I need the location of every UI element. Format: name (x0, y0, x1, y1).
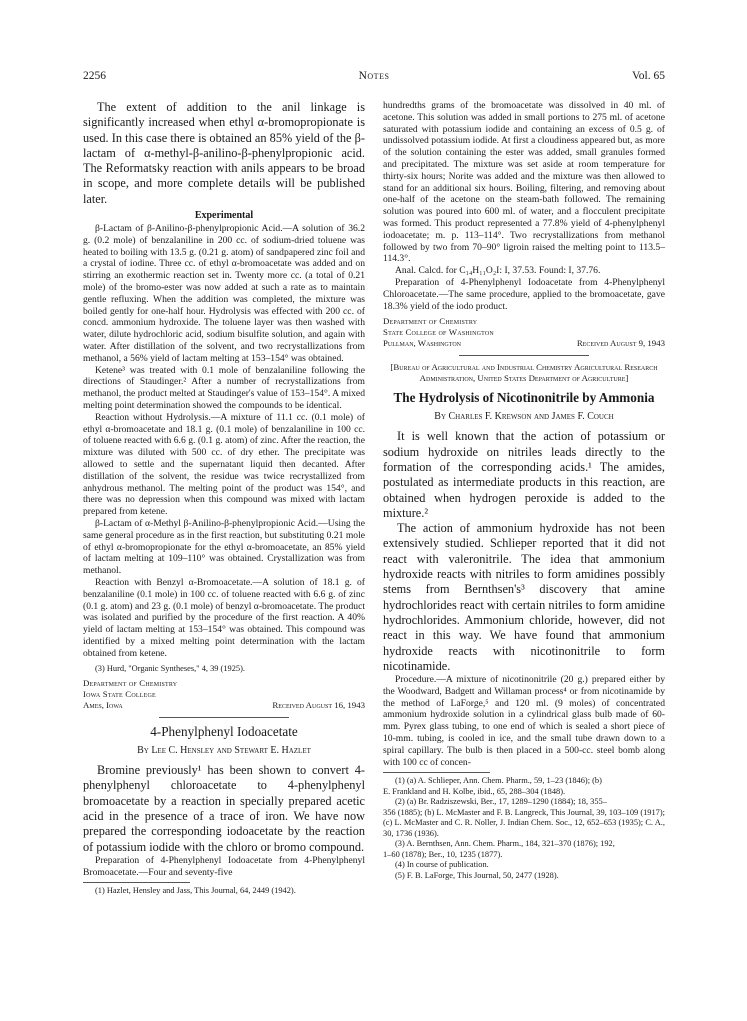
continued-procedure: hundredths grams of the bromoacetate was dissolved in 40 ml. of acetone. This solution was added in small portions to 275 ml. of acetone saturated with potassium iodide and containing an excess of 0.5 g. of undissolved potassium iodide. At first a cloudiness appeared but, as more of the solution containing the ester was added, small granules formed and precipitated. The mixture was set aside at room temperature for thirty-six hours; Norite was added and the mixture was then allowed to stand for an additional six hours. Boiling, filtering, and removing about one-half of the acetone on the steam-bath followed. The remaining solution was poured into 600 ml. of water, and a flocculent precipitate was formed. This product represented a 77.8% yield of 4-phenylphenyl iodoacetate; m. p. 113–114°. Two recrystallizations from methanol followed by two from 70–90° ligroin raised the melting point to 113.5–114.3°. (383, 100, 665, 265)
article-title: The Hydrolysis of Nicotinonitrile by Ammonia (393, 390, 655, 406)
footnote-1a: (1) (a) A. Schlieper, Ann. Chem. Pharm., 59, 1–23 (1846); (b) (395, 776, 602, 786)
experimental-heading: Experimental (194, 210, 254, 222)
footnote-1: (1) Hazlet, Hensley and Jass, This Journal, 64, 2449 (1942). (95, 886, 296, 896)
affiliation-line: Iowa State College (83, 689, 156, 700)
footnote-3b: 1–60 (1878); Ber., 10, 1235 (1877). (383, 849, 503, 859)
footnote-5: (5) F. B. LaForge, This Journal, 50, 2477 (1928). (395, 870, 559, 880)
footnote-3: (3) Hurd, "Organic Syntheses," 4, 39 (1925). (95, 663, 245, 673)
reaction-without-hydrolysis: Reaction without Hydrolysis.—A mixture of 11.1 cc. (0.1 mole) of ethyl α-bromoacetate and 18.1 g. (0.1 mole) of benzalaniline in 100 cc. of toluene reacted with 6.6 g. (0.1 g. atom) of zinc. After the reaction, the mixture was diluted with 500 cc. of dry ether. The precipitate was allowed to settle and the supernatant liquid then decanted. After distillation of the solvent, the residue was twice recrystallized from anhydrous methanol. The melting point of the product was 154°, and there was no depression when this compound was mixed with lactam prepared from ketene. (83, 411, 365, 518)
left-column (83, 100, 365, 897)
methyl-lactam-procedure: β-Lactam of α-Methyl β-Anilino-β-phenylpropionic Acid.—Using the same general procedure as in the first reaction, but substituting 0.21 mole of ethyl α-bromopropionate for the ethyl α-bromoacetate, an 85% yield of lactam melting at 109–110° was obtained. Crystallization was from methanol. (83, 518, 365, 577)
benzyl-reaction: Reaction with Benzyl α-Bromoacetate.—A solution of 18.1 g. of benzalaniline (0.1 mole) in 100 cc. of toluene reacted with 6.6 g. of zinc (0.1 g. atom) and 23 g. (0.1 mole) of benzyl α-bromoacetate. The product was isolated and purified by the procedure of the first reaction. A 40% yield of lactam melting at 153–154° was obtained. This compound was identified by a mixed melting point determination with the lactam obtained from ketene. (83, 576, 365, 659)
article-authors: By Charles F. Krewson and James F. Couch (434, 411, 614, 423)
affiliation-line: Department of Chemistry (383, 316, 478, 327)
section-divider (459, 355, 589, 356)
bureau-affiliation: [Bureau of Agricultural and Industrial Chemistry Agricultural Research Administration, United States Department of Agriculture] (390, 362, 658, 384)
city: Pullman, Washington (383, 338, 461, 349)
footnote-rule (83, 882, 190, 883)
page-number: 2256 (83, 70, 106, 82)
article-paragraph: It is well known that the action of potassium or sodium hydroxide on nitriles leads directly to the formation of the corresponding acids.¹ The amides, postulated as intermediate products in this reaction, are obtained when hydrogen peroxide is added to the mixture.² (383, 429, 665, 520)
article-authors: By Lee C. Hensley and Stewart E. Hazlet (137, 745, 311, 757)
article-paragraph: The action of ammonium hydroxide has not been extensively studied. Schlieper reported that it did not react with valeronitrile. The idea that ammonium hydroxide reacts with nitriles to form amidines possibly stems from Bernthsen's³ discovery that amine hydrochlorides react with certain nitriles to form amidine hydrochlorides. Ammonium chloride, however, did not react in this way. We have found that ammonium hydroxide reacts with nicotinonitrile to form nicotinamide. (383, 521, 665, 673)
ketene-procedure: Ketene³ was treated with 0.1 mole of benzalaniline following the directions of Staudinger.² After a number of recrystallizations from methanol, the product melted at Staudinger's value of 153–154°. A mixed melting point determination showed the compounds to be identical. (83, 364, 365, 412)
running-title: Notes (358, 70, 390, 82)
footnote-2b: 356 (1885); (b) L. McMaster and F. B. Langreck, This Journal, 39, 103–109 (1917); (c) L. McMaster and C. R. Noller, J. Indian Chem. Soc., 12, 652–653 (1935); C. A., 30, 1736 (1936). (383, 807, 665, 838)
volume-label: Vol. 65 (631, 70, 665, 82)
article-title: 4-Phenylphenyl Iodoacetate (150, 724, 298, 740)
footnote-4: (4) In course of publication. (395, 860, 489, 870)
affiliation-line: Department of Chemistry (83, 678, 178, 689)
affiliation-line: State College of Washington (383, 327, 494, 338)
footnote-1b: E. Frankland and H. Kolbe, ibid., 65, 288–304 (1848). (383, 786, 566, 796)
analysis-line: Anal. Calcd. for C₁₄H₁₁O₂I: I, 37.53. Found: I, 37.76. (395, 265, 601, 277)
footnote-2a: (2) (a) Br. Radziszewski, Ber., 17, 1289–1290 (1884); 18, 355– (395, 797, 607, 807)
right-column (383, 100, 665, 881)
article-intro: Bromine previously¹ has been shown to convert 4-phenylphenyl chloroacetate to 4-phenylphenyl bromoacetate by a reaction in specially prepared acetic acid in the presence of a trace of iron. We have now prepared the corresponding iodoacetate by the reaction of potassium iodide with the chloro or bromo compound. (83, 763, 365, 854)
footnote-rule (383, 772, 490, 773)
city: Ames, Iowa (83, 700, 123, 711)
received-date: Received August 16, 1943 (272, 700, 365, 711)
procedure-paragraph: Procedure.—A mixture of nicotinonitrile (20 g.) prepared either by the Woodward, Badgett and Willaman process⁴ or from nicotinamide by the method of LaForge,⁵ and 120 ml. (9 moles) of concentrated ammonium hydroxide solution in a cylindrical glass bulb made of 60-mm. Pyrex glass tubing, to one end of which is sealed a short piece of 10-mm. tubing, is cooled in ice, and the small tube drawn down to a spiral capillary. The bulb is then placed in a 500-cc. steel bomb along with 100 cc of concen- (383, 674, 665, 768)
preparation-paragraph: Preparation of 4-Phenylphenyl Iodoacetate from 4-Phenylphenyl Bromoacetate.—Four and seventy-five (83, 854, 365, 878)
received-date: Received August 9, 1943 (576, 338, 665, 349)
chloroacetate-preparation: Preparation of 4-Phenylphenyl Iodoacetate from 4-Phenylphenyl Chloroacetate.—The same procedure, applied to the bromoacetate, gave 18.3% yield of the iodo product. (383, 276, 665, 312)
intro-paragraph: The extent of addition to the anil linkage is significantly increased when ethyl α-bromopropionate is used. In this case there is obtained an 85% yield of the β-lactam of α-methyl-β-anilino-β-phenylpropionic acid. The Reformatsky reaction with anils appears to be broad in scope, and more complete details will be published later. (83, 100, 365, 206)
footnote-3a: (3) A. Bernthsen, Ann. Chem. Pharm., 184, 321–370 (1876); 192, (395, 839, 615, 849)
lactam-procedure: β-Lactam of β-Anilino-β-phenylpropionic Acid.—A solution of 36.2 g. (0.2 mole) of benzalaniline in 200 cc. of sodium-dried toluene was heated to boiling with 13.5 g. (0.21 g. atom) of sandpapered zinc foil and a crystal of iodine. Three cc. of ethyl α-bromoacetate was added and on stirring an exothermic reaction set in. Twenty more cc. (a total of 0.21 mole) of the bromo-ester was now added at such a rate as to maintain gentle refluxing. When the addition was completed, the mixture was boiled gently for one-half hour. Hydrolysis was effected with 200 cc. of concd. ammonium hydroxide. The toluene layer was then washed with water, dilute hydrochloric acid, sodium bisulfite solution, and again with water. After distillation of the solvent, and two recrystallizations from methanol, a 56% yield of lactam melting at 153–154° was obtained. (83, 223, 365, 364)
page-header (83, 70, 665, 84)
address-received-row (383, 338, 665, 349)
address-received-row (83, 700, 365, 711)
section-divider (159, 717, 289, 718)
